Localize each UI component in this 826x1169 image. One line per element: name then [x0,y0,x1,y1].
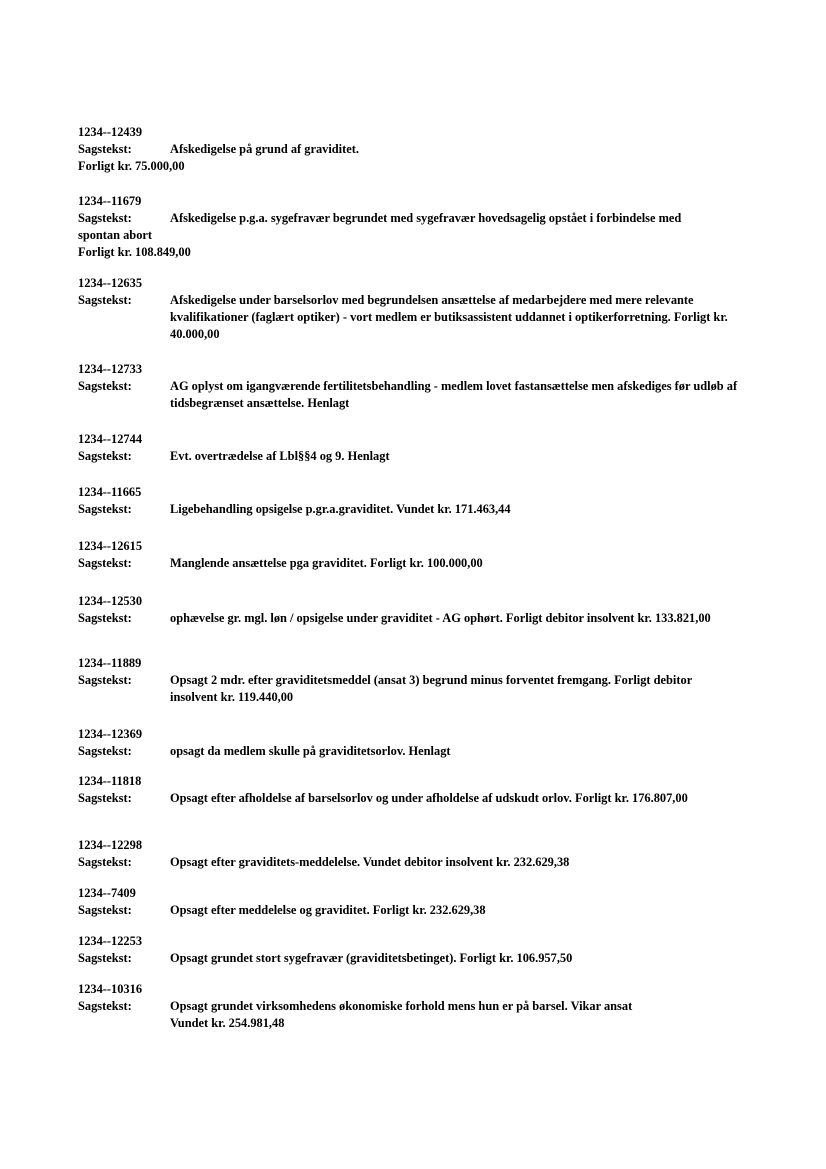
case-label: Sagstekst: [78,791,132,805]
case-entry [78,193,758,261]
case-entry [78,124,758,175]
case-id: 1234--11665 [78,485,142,499]
case-id: 1234--12530 [78,594,143,608]
case-label: Sagstekst: [78,502,132,516]
case-entry [78,275,758,343]
case-text: ophævelse gr. mgl. løn / opsigelse under graviditet - AG ophørt. Forligt debitor insolvent kr. 133.821,00 [170,611,711,625]
case-text-row [78,292,758,343]
case-text: Opsagt efter meddelelse og graviditet. Forligt kr. 232.629,38 [170,903,486,917]
case-text-row [78,448,758,465]
case-label: Sagstekst: [78,449,132,463]
case-id: 1234--11679 [78,194,142,208]
case-text: Afskedigelse på grund af graviditet. [170,142,359,156]
case-entry [78,361,758,412]
case-text: Opsagt efter afholdelse af barselsorlov og under afholdelse af udskudt orlov. Forligt kr. 176.807,00 [170,791,688,805]
case-text-continuation: Vundet kr. 254.981,48 [170,1016,285,1030]
case-text-row [78,950,758,967]
case-label: Sagstekst: [78,556,132,570]
case-id: 1234--12615 [78,539,143,553]
case-id: 1234--12744 [78,432,143,446]
case-text-row [78,141,758,158]
case-text: Opsagt grundet stort sygefravær (graviditetsbetinget). Forligt kr. 106.957,50 [170,951,573,965]
case-text-row [78,902,758,919]
case-label: Sagstekst: [78,211,132,225]
case-text-row [78,998,758,1015]
case-id: 1234--12369 [78,727,143,741]
case-entry [78,933,758,967]
case-result: Forligt kr. 108.849,00 [78,245,191,259]
case-text: Opsagt efter graviditets-meddelelse. Vundet debitor insolvent kr. 232.629,38 [170,855,570,869]
case-entry [78,981,758,1032]
case-text-row [78,555,758,572]
case-id: 1234--12298 [78,838,143,852]
case-id: 1234--12439 [78,125,143,139]
case-text-row [78,210,758,227]
case-entry [78,885,758,919]
case-text-continuation: spontan abort [78,228,153,242]
case-entry [78,431,758,465]
case-text-row [78,672,758,706]
case-id: 1234--11889 [78,656,142,670]
case-label: Sagstekst: [78,142,132,156]
case-id: 1234--12253 [78,934,143,948]
case-label: Sagstekst: [78,951,132,965]
case-text-row [78,743,758,760]
case-text-row [78,854,758,871]
case-text-row [78,501,758,518]
case-text-row [78,610,758,644]
case-label: Sagstekst: [78,673,132,687]
case-text: Afskedigelse under barselsorlov med begrundelsen ansættelse af medarbejdere med mere relevante kvalifikationer (faglært optiker) - vort medlem er butiksassistent uddannet i optikerforretning. Forligt kr. 40.000,00 [170,293,728,341]
case-text: Ligebehandling opsigelse p.gr.a.graviditet. Vundet kr. 171.463,44 [170,502,511,516]
case-entry [78,538,758,572]
case-label: Sagstekst: [78,999,132,1013]
case-id: 1234--12733 [78,362,143,376]
case-text: opsagt da medlem skulle på graviditetsorlov. Henlagt [170,744,451,758]
case-entry [78,593,758,644]
case-text-row [78,790,758,824]
case-label: Sagstekst: [78,611,132,625]
case-text: Afskedigelse p.g.a. sygefravær begrundet med sygefravær hovedsagelig opstået i forbindelse med [170,211,682,225]
case-text: Opsagt 2 mdr. efter graviditetsmeddel (ansat 3) begrund minus forventet fremgang. Forligt debitor insolvent kr. 119.440,00 [170,673,692,704]
case-entry [78,837,758,871]
case-id: 1234--12635 [78,276,143,290]
case-id: 1234--10316 [78,982,143,996]
case-text: Evt. overtrædelse af Lbl§§4 og 9. Henlagt [170,449,390,463]
case-text: AG oplyst om igangværende fertilitetsbehandling - medlem lovet fastansættelse men afskediges før udløb af tidsbegrænset ansættelse. Henlagt [170,379,738,410]
case-entry [78,655,758,706]
case-text-row [78,378,758,412]
case-label: Sagstekst: [78,855,132,869]
case-label: Sagstekst: [78,744,132,758]
case-id: 1234--11818 [78,774,142,788]
case-text: Manglende ansættelse pga graviditet. Forligt kr. 100.000,00 [170,556,483,570]
case-result: Forligt kr. 75.000,00 [78,159,185,173]
case-text: Opsagt grundet virksomhedens økonomiske forhold mens hun er på barsel. Vikar ansat [170,999,633,1013]
case-label: Sagstekst: [78,903,132,917]
case-label: Sagstekst: [78,293,132,307]
case-entry [78,726,758,760]
case-id: 1234--7409 [78,886,136,900]
case-entry [78,773,758,824]
case-entry [78,484,758,518]
case-label: Sagstekst: [78,379,132,393]
